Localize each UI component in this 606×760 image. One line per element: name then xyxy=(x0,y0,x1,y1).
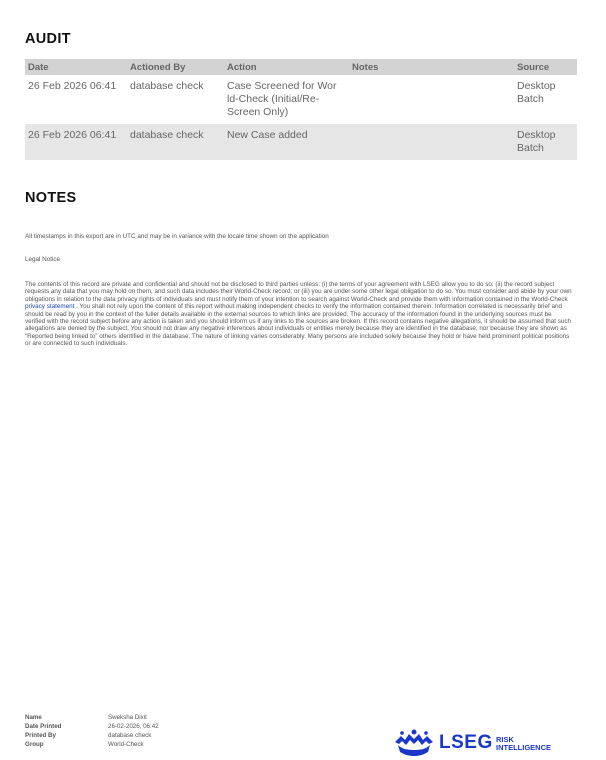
audit-section-title: AUDIT xyxy=(25,31,71,47)
footer-group-value: World-Check xyxy=(108,741,144,748)
table-row xyxy=(25,75,577,124)
column-header-source: Source xyxy=(514,59,577,75)
lseg-wordmark: LSEG xyxy=(439,732,493,753)
footer-name-value: Sweksha Dixit xyxy=(108,714,147,721)
footer-date-label: Date Printed xyxy=(25,723,62,730)
cell-date: 26 Feb 2026 06:41 xyxy=(25,124,127,160)
cell-action: Case Screened for Wor ld-Check (Initial/Re-Screen Only) xyxy=(227,80,337,118)
cell-source: Desktop Batch xyxy=(517,80,556,105)
column-header-action: Action xyxy=(224,59,349,75)
footer-date-value: 26-02-2026, 06:42 xyxy=(108,723,159,730)
cell-action: New Case added xyxy=(224,124,349,160)
table-row xyxy=(25,124,577,160)
footer-name-label: Name xyxy=(25,714,42,721)
timezone-note: All timestamps in this export are in UTC and may be in variance with the locale time shown on the application xyxy=(25,233,329,240)
cell-source: Desktop Batch xyxy=(514,124,577,160)
column-header-notes: Notes xyxy=(349,59,514,75)
cell-notes xyxy=(349,124,514,160)
legal-notice-title: Legal Notice xyxy=(25,256,61,263)
legal-text-part2: . You shall not rely upon the content of this report without making independent checks to verify the information contained therein. Information correlated is necessarily brief and should be read by you in the context of the fuller details available in the external sources to which links are provided. The accuracy of the information found in the underlying sources must be verified with the record subject before any action is taken and you should inform us if any links to the sources are broken. If this record contains negative allegations, it should be assumed that such allegations are denied by the subject. You should not draw any negative inferences about individuals or entities merely because they are identified in the database, nor because they are shown as “Reported being linked to” others identified in the database. The nature of linking varies considerably. Many persons are included solely because they hold or have held prominent political positions or are connected to such individuals. xyxy=(25,303,572,348)
cell-actioned-by: database check xyxy=(127,124,224,160)
cell-notes xyxy=(349,75,514,124)
legal-notice-body xyxy=(25,281,573,348)
risk-intelligence-wordmark: RISK INTELLIGENCE xyxy=(496,735,552,752)
footer-printed-by-label: Printed By xyxy=(25,732,56,739)
footer-group-label: Group xyxy=(25,741,44,748)
footer-printed-by-value: database check xyxy=(108,732,152,739)
column-header-actioned-by: Actioned By xyxy=(127,59,224,75)
audit-table xyxy=(25,59,577,160)
lseg-logo xyxy=(393,728,565,760)
privacy-statement-link[interactable]: privacy statement xyxy=(25,303,75,311)
lion-crest-icon xyxy=(393,728,435,758)
legal-text-part1: The contents of this record are private and confidential and should not be disclosed to third parties unless: (i) the terms of your agreement with LSEG allow you to do so; (ii) the record subject requests any data that you may hold on them, and such data includes their World-Check record; or (iii) you are under some other legal obligation to do so. You must consider and abide by your own obligations in relation to the data privacy rights of individuals and must notify them of your intention to search against World-Check and provide them with information contained in the World-Check xyxy=(25,281,572,303)
notes-section-title: NOTES xyxy=(25,190,77,206)
audit-header-row xyxy=(25,59,577,75)
cell-date: 26 Feb 2026 06:41 xyxy=(28,80,117,92)
cell-actioned-by: database check xyxy=(130,80,204,92)
column-header-date: Date xyxy=(25,59,127,75)
